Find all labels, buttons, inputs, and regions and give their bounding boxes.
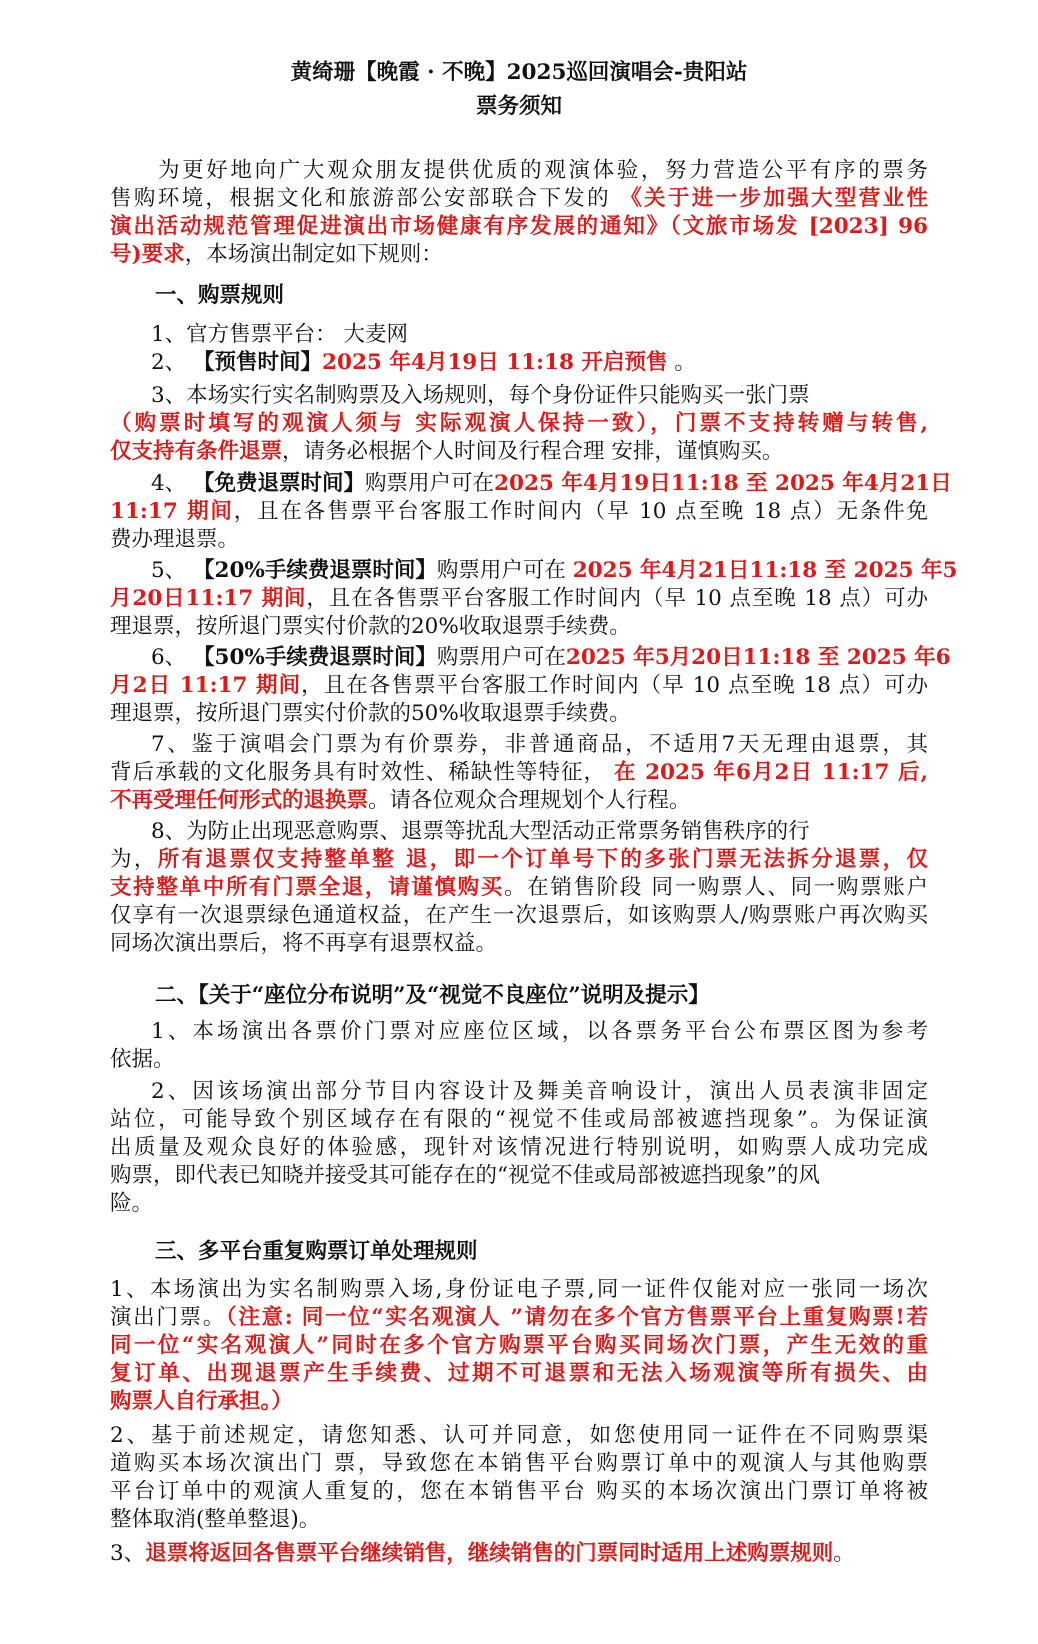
highlighted-text: 月20日11:17 期间: [110, 586, 307, 611]
text-run: 。: [833, 1541, 855, 1566]
text-line: [110, 1540, 855, 1568]
text-line: [110, 930, 497, 958]
text-run: ，且在各售票平台客服工作时间内（早 10 点至晚 18 点）可办: [306, 586, 928, 611]
text-line: [151, 818, 810, 846]
text-run: 平台订单中的观演人重复的，您在本销售平台 购买的本场次演出门票订单将被: [110, 1479, 928, 1504]
text-run: 1、本场演出各票价门票对应座位区域，以各票务平台公布票区图为参考: [151, 1019, 928, 1044]
text-line: [110, 1162, 820, 1190]
text-run: ，且在各售票平台客服工作时间内（早 10 点至晚 18 点）可办: [301, 673, 928, 698]
text-line: [110, 213, 928, 241]
text-line: [110, 498, 928, 526]
text-run: 。: [667, 350, 696, 375]
text-line: [110, 1046, 175, 1074]
paragraph-rule-1-8: [110, 818, 928, 958]
text-line: [151, 321, 408, 349]
highlighted-text: 在 2025 年6月2日 11:17 后,: [613, 760, 928, 785]
highlighted-text: 仅支持有条件退票: [110, 439, 283, 464]
text-run: 依据。: [110, 1047, 175, 1072]
text-run: 站位，可能导致个别区域存在有限的“视觉不佳或局部被遮挡现象”。为保证演: [110, 1107, 928, 1132]
section-3-heading: 三、多平台重复购票订单处理规则: [155, 1239, 478, 1264]
text-line: [110, 185, 928, 213]
highlighted-text: 购票人自行承担。）: [110, 1389, 293, 1414]
text-line: [110, 1360, 928, 1388]
text-run: 2、: [151, 350, 194, 375]
highlighted-text: （注意: 同一位“实名观演人 ”请勿在多个官方售票平台上重复购票!若: [225, 1305, 928, 1330]
paragraph-rule-2-1: [110, 1018, 928, 1074]
text-line: [110, 700, 631, 728]
highlighted-text: 号)要求: [110, 242, 185, 267]
text-run: 7、鉴于演唱会门票为有价票券，非普通商品，不适用7天无理由退票，其: [151, 732, 928, 757]
text-run: 同场次演出票后，将不再享有退票权益。: [110, 931, 498, 956]
text-line: [151, 731, 928, 759]
text-line: [151, 382, 810, 410]
text-line: [110, 585, 928, 613]
text-line: [110, 1190, 153, 1218]
text-line: [110, 1478, 928, 1506]
text-line: [151, 557, 958, 585]
text-run: 购票用户可在: [436, 645, 566, 670]
highlighted-text: 月2日 11:17 期间: [110, 673, 302, 698]
text-line: [110, 874, 928, 902]
highlighted-text: 2025 年5月20日11:18 至 2025 年6: [565, 645, 951, 670]
text-line: [151, 470, 952, 498]
highlighted-text: 2025 年4月19日 11:18 开启预售: [322, 350, 668, 375]
text-line: [110, 1450, 928, 1478]
text-run: ，请务必根据个人时间及行程合理 安排，谨慎购买。: [282, 439, 784, 464]
text-run: 演出门票。: [110, 1305, 226, 1330]
paragraph-rule-3-2: [110, 1422, 928, 1534]
text-line: [151, 349, 696, 377]
text-run: 8、为防止出现恶意购票、退票等扰乱大型活动正常票务销售秩序的行: [151, 819, 810, 844]
paragraph-rule-1-7: [110, 731, 928, 815]
text-run: 购票，即代表已知晓并接受其可能存在的“视觉不佳或局部被遮挡现象”的风: [110, 1163, 820, 1188]
text-run: 为更好地向广大观众朋友提供优质的观演体验，努力营造公平有序的票务: [158, 158, 928, 183]
document-title: 黄绮珊【晚霞 · 不晚】2025巡回演唱会-贵阳站: [290, 60, 748, 85]
text-line: [110, 902, 928, 930]
text-run: 费办理退票。: [110, 527, 240, 552]
text-run: ，本场演出制定如下规则：: [184, 242, 443, 267]
text-run: 出质量及观众良好的体验感，现针对该情况进行特别说明，如购票人成功完成: [110, 1135, 928, 1160]
text-line: [110, 526, 239, 554]
text-line: [110, 241, 443, 269]
text-line: [110, 410, 928, 438]
text-line: [151, 1078, 928, 1106]
highlighted-text: 2025 年4月21日11:18 至 2025 年5: [572, 558, 958, 583]
paragraph-rule-1-5: [110, 557, 958, 641]
text-line: [110, 1276, 928, 1304]
text-run: 2、基于前述规定，请您知悉、认可并同意，如您使用同一证件在不同购票渠: [110, 1423, 928, 1448]
highlighted-text: 演出活动规范管理促进演出市场健康有序发展的通知》（文旅市场发 [2023] 96: [110, 214, 928, 239]
section-1-heading: 一、购票规则: [155, 283, 285, 308]
highlighted-text: 同一位“实名观演人”同时在多个官方购票平台购买同场次门票，产生无效的重: [110, 1333, 928, 1358]
text-run: 2、因该场演出部分节目内容设计及舞美音响设计，演出人员表演非固定: [151, 1079, 928, 1104]
highlighted-text: 2025 年4月19日11:18 至 2025 年4月21日: [494, 471, 952, 496]
paragraph-rule-3-3: [110, 1540, 928, 1568]
text-run: 理退票，按所退门票实付价款的20%收取退票手续费。: [110, 614, 631, 639]
highlighted-text: 《关于进一步加强大型营业性: [620, 186, 928, 211]
paragraph-rule-3-1: [110, 1276, 928, 1416]
text-line: [110, 1506, 320, 1534]
highlighted-text: 所有退票仅支持整单整 退，即一个订单号下的多张门票无法拆分退票，仅: [157, 847, 928, 872]
paragraph-intro: [110, 157, 928, 269]
text-run: 。请各位观众合理规划个人行程。: [368, 788, 691, 813]
text-run: 【20%手续费退票时间】: [193, 558, 437, 583]
text-line: [151, 1018, 928, 1046]
text-run: 【免费退票时间】: [193, 471, 366, 496]
text-run: 3、本场实行实名制购票及入场规则，每个身份证件只能购买一张门票: [151, 383, 810, 408]
text-run: 购票用户可在: [436, 558, 573, 583]
text-run: 售购环境，根据文化和旅游部公安部联合下发的: [110, 186, 621, 211]
text-line: [110, 1388, 293, 1416]
text-run: 1、本场演出为实名制购票入场,身份证电子票,同一证件仅能对应一张同一场次: [110, 1277, 928, 1302]
highlighted-text: （购票时填写的观演人须与 实际观演人保持一致），门票不支持转赠与转售,: [110, 411, 928, 436]
text-run: 1、官方售票平台： 大麦网: [151, 322, 409, 347]
text-run: 购票用户可在: [365, 471, 495, 496]
text-run: 3、: [110, 1541, 146, 1566]
highlighted-text: 复订单、出现退票产生手续费、过期不可退票和无法入场观演等所有损失、由: [110, 1361, 928, 1386]
text-run: ，且在各售票平台客服工作时间内（早 10 点至晚 18 点）无条件免: [233, 499, 928, 524]
highlighted-text: 退票将返回各售票平台继续销售，继续销售的门票同时适用上述购票规则: [145, 1541, 834, 1566]
text-line: [158, 157, 928, 185]
text-line: [110, 759, 928, 787]
text-line: [110, 787, 691, 815]
text-line: [151, 644, 951, 672]
highlighted-text: 11:17 期间: [110, 499, 234, 524]
text-run: 5、: [151, 558, 194, 583]
paragraph-rule-1-6: [110, 644, 951, 728]
text-run: 为，: [110, 847, 158, 872]
text-run: 。在销售阶段 同一购票人、同一购票账户: [503, 875, 928, 900]
highlighted-text: 支持整单中所有门票全退，请谨慎购买: [110, 875, 504, 900]
text-run: 理退票，按所退门票实付价款的50%收取退票手续费。: [110, 701, 631, 726]
document-subtitle: 票务须知: [475, 94, 562, 119]
text-run: 【预售时间】: [193, 350, 323, 375]
text-line: [110, 846, 928, 874]
text-run: 6、: [151, 645, 194, 670]
text-line: [110, 1332, 928, 1360]
text-line: [110, 672, 928, 700]
text-run: 险。: [110, 1191, 154, 1216]
text-run: 仅享有一次退票绿色通道权益，在产生一次退票后，如该购票人/购票账户再次购买: [110, 903, 928, 928]
text-run: 整体取消(整单整退)。: [110, 1507, 321, 1532]
text-run: 背后承载的文化服务具有时效性、稀缺性等特征，: [110, 760, 614, 785]
text-run: 4、: [151, 471, 194, 496]
text-run: 道购买本场次演出门 票，导致您在本销售平台购票订单中的观演人与其他购票: [110, 1451, 928, 1476]
paragraph-rule-1-2: [110, 349, 928, 377]
text-line: [110, 1422, 928, 1450]
paragraph-rule-2-2: [110, 1078, 928, 1218]
text-line: [110, 613, 631, 641]
section-2-heading: 二、【关于“座位分布说明”及“视觉不良座位”说明及提示】: [155, 983, 710, 1008]
text-line: [110, 1304, 928, 1332]
highlighted-text: 不再受理任何形式的退换票: [110, 788, 369, 813]
text-run: 【50%手续费退票时间】: [193, 645, 437, 670]
text-line: [110, 1134, 928, 1162]
paragraph-rule-1-1: [110, 321, 928, 349]
text-line: [110, 438, 783, 466]
text-line: [110, 1106, 928, 1134]
paragraph-rule-1-4: [110, 470, 952, 554]
paragraph-rule-1-3: [110, 382, 928, 466]
